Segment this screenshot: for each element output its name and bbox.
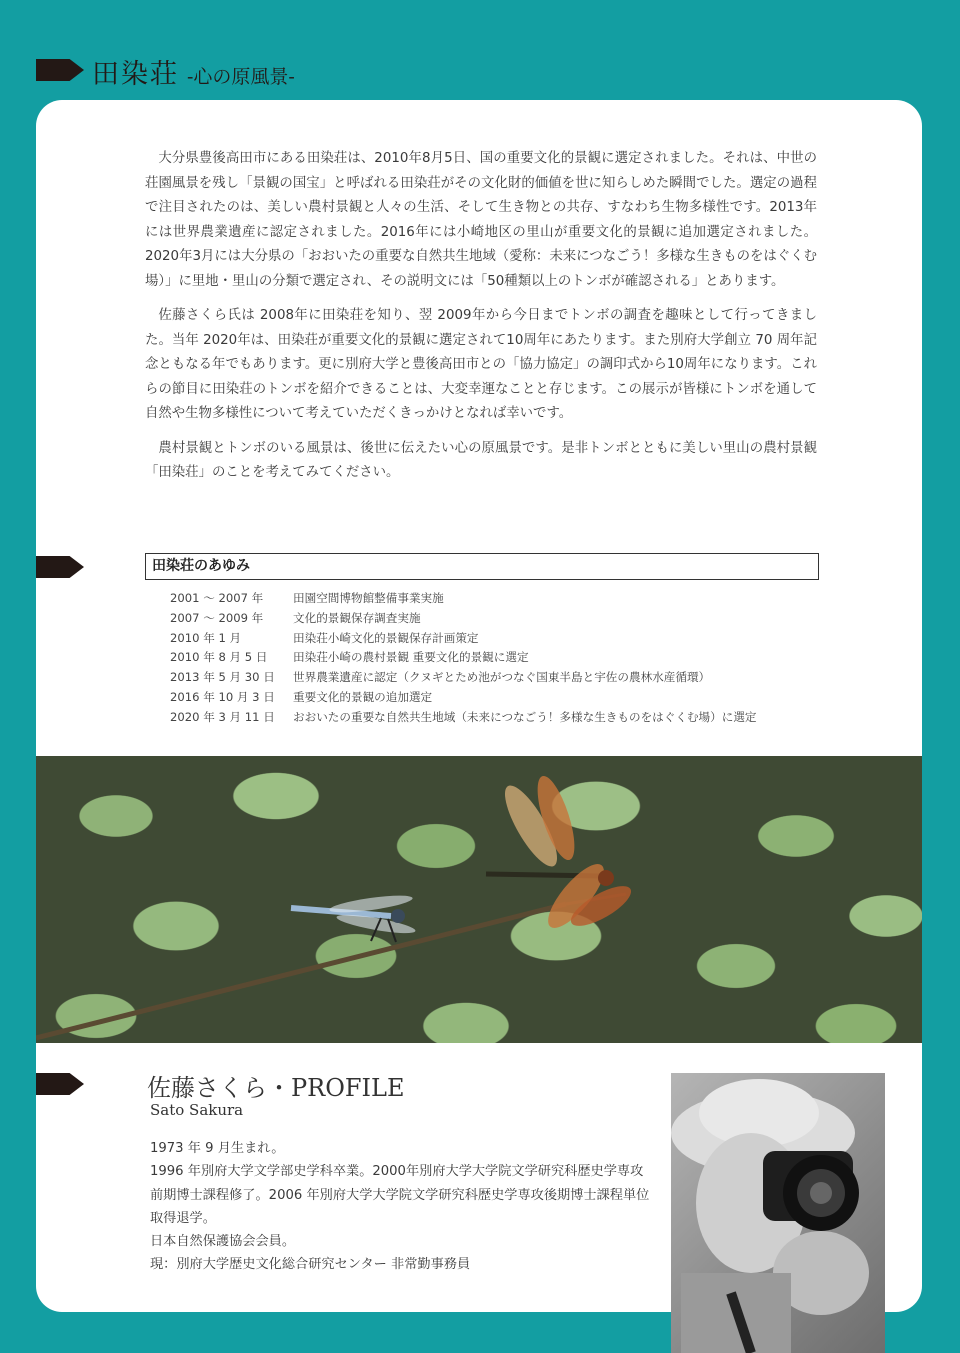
history-date: 2020 年 3 月 11 日 — [170, 709, 275, 724]
history-row — [170, 609, 830, 629]
history-date: 2007 ～ 2009 年 — [170, 610, 264, 625]
intro-text — [145, 147, 817, 496]
bio-line: 1996 年別府大学文学部史学科卒業。2000年別府大学大学院文学研究科歴史学専攻前期博士課程修了。2006 年別府大学大学院文学研究科歴史学専攻後期博士課程単位取得退学。 — [150, 1164, 650, 1226]
intro-paragraph: 大分県豊後高田市にある田染荘は、2010年8月5日、国の重要文化的景観に選定されました。それは、中世の荘園風景を残し「景観の国宝」と呼ばれる田染荘がその文化財的価値を世に知らしめた瞬間でした。選定の過程で注目されたのは、美しい農村景観と人々の生活、そして生き物との共存、すなわち生物多様性です。2013年には世界農業遺産に認定されました。2016年には小崎地区の里山が重要文化的景観に追加選定されました。2020年3月には大分県の「おおいたの重要な自然共生地域（愛称：未来につなごう！多様な生きものをはぐくむ場）」に里地・里山の分類で選定され、その説明文には「50種類以上のトンボが確認される」とあります。 — [145, 151, 817, 289]
profile-bio — [150, 1137, 654, 1277]
dragonfly-illustration — [36, 756, 922, 1043]
bio-line: 1973 年 9 月生まれ。 — [150, 1141, 285, 1156]
history-event: 文化的景観保存調査実施 — [293, 610, 421, 625]
history-date: 2013 年 5 月 30 日 — [170, 670, 275, 685]
page-title — [92, 52, 295, 91]
history-event: 重要文化的景観の追加選定 — [293, 689, 433, 704]
profile-name-roman: Sato Sakura — [150, 1101, 244, 1119]
history-list — [170, 589, 830, 728]
history-event: 田染荘小崎の農村景観 重要文化的景観に選定 — [293, 650, 529, 665]
history-row — [170, 629, 830, 649]
title-arrow-icon — [36, 59, 84, 81]
history-event: 田染荘小崎文化的景観保存計画策定 — [293, 630, 479, 645]
bio-line: 日本自然保護協会会員。 — [150, 1234, 296, 1250]
bio-line: 現：別府大学歴史文化総合研究センター 非常勤事務員 — [150, 1257, 471, 1273]
profile-portrait — [671, 1073, 885, 1353]
page-title-subtitle: -心の原風景- — [187, 66, 295, 88]
history-title: 田染荘のあゆみ — [145, 553, 819, 580]
blue-dragonfly-icon — [291, 892, 416, 942]
history-date: 2010 年 8 月 5 日 — [170, 650, 268, 665]
history-event: 田園空間博物館整備事業実施 — [293, 591, 444, 605]
page-title-main: 田染荘 — [92, 59, 179, 90]
profile-title: 佐藤さくら・PROFILE — [147, 1074, 405, 1102]
dragonfly-photo — [36, 756, 922, 1043]
history-event: 世界農業遺産に認定（クヌギとため池がつなぐ国東半島と宇佐の農林水産循環） — [293, 670, 711, 685]
history-row — [170, 668, 830, 688]
history-row — [170, 648, 830, 668]
intro-paragraph: 農村景観とトンボのいる風景は、後世に伝えたい心の原風景です。是非トンボとともに美しい里山の農村景観「田染荘」のことを考えてみてください。 — [145, 440, 817, 480]
twig — [36, 904, 566, 1038]
history-row — [170, 589, 830, 609]
history-date: 2010 年 1 月 — [170, 630, 242, 645]
orange-dragonfly-icon — [486, 772, 636, 936]
intro-paragraph: 佐藤さくら氏は 2008年に田染荘を知り、翌 2009年から今日までトンボの調査を趣味として行ってきました。当年 2020年は、田染荘が重要文化的景観に選定されて10周年にあたります。また別府大学創立 70 周年記念ともなる年でもあります。更に別府大学と豊後高田市との「協力協定」の調印式から10周年になります。これらの節目に田染荘のトンボを紹介できることは、大変幸運なことと存じます。この展示が皆様にトンボを通して自然や生物多様性について考えていただくきっかけとなれば幸いです。 — [145, 308, 817, 421]
history-date: 2016 年 10 月 3 日 — [170, 689, 275, 704]
history-date: 2001 ～ 2007 年 — [170, 591, 264, 605]
history-event: おおいたの重要な自然共生地域（未来につなごう！多様な生きものをはぐくむ場）に選定 — [293, 709, 757, 724]
photographer-illustration — [671, 1073, 885, 1353]
history-row — [170, 688, 830, 708]
history-row — [170, 708, 830, 728]
